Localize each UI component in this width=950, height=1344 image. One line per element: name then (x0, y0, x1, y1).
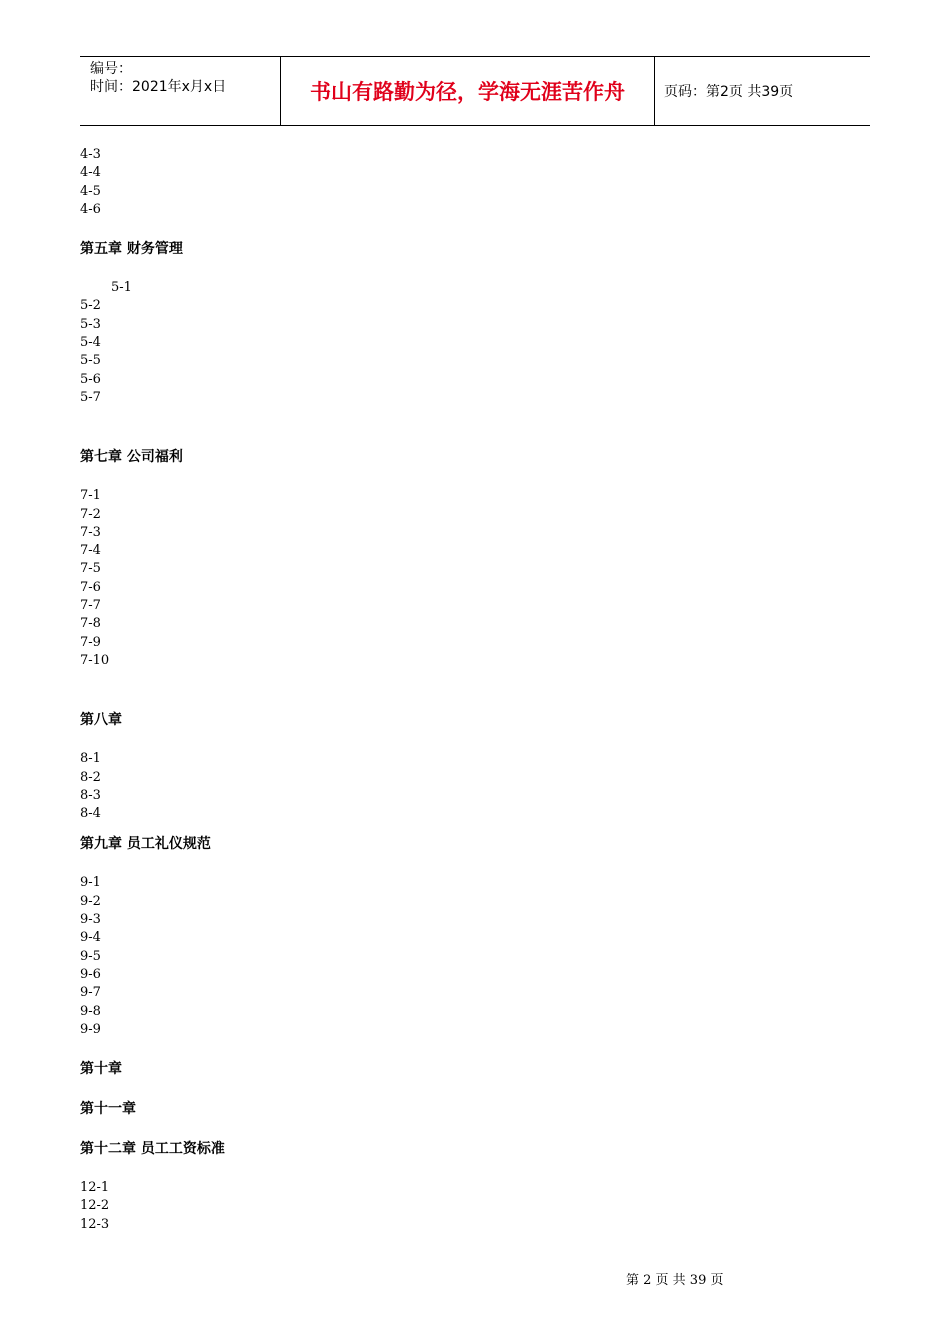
list-item: 7-10 (80, 652, 110, 668)
chapter7-list (80, 487, 870, 670)
list-item: 7-2 (80, 506, 101, 522)
list-item: 8-2 (80, 769, 101, 785)
list-item: 4-3 (80, 147, 101, 162)
list-item: 5-1 (111, 280, 132, 296)
list-item: 7-4 (80, 543, 101, 559)
list-item: 9-3 (80, 912, 101, 928)
list-item: 8-3 (80, 787, 101, 803)
list-item: 8-4 (80, 806, 101, 822)
list-item: 4-5 (80, 183, 101, 199)
list-item: 4-4 (80, 165, 101, 181)
chapter-heading: 第八章 (80, 712, 122, 729)
list-item: 9-4 (80, 930, 101, 946)
list-item: 12-3 (80, 1216, 110, 1232)
chapter4-list (80, 146, 870, 219)
list-item: 5-2 (80, 298, 101, 314)
header-meta (80, 57, 281, 125)
chapter-heading: 第七章 公司福利 (80, 449, 183, 466)
document-number-label: 编号： (90, 61, 132, 77)
chapter8-list (80, 750, 870, 823)
list-item: 4-6 (80, 201, 101, 217)
chapter-heading: 第十二章 员工工资标准 (80, 1141, 225, 1158)
list-item: 5-3 (80, 316, 101, 332)
page-footer: 第 2 页 共 39 页 (626, 1273, 724, 1288)
list-item: 9-1 (80, 875, 101, 891)
list-item: 5-4 (80, 335, 101, 351)
header-page-info: 页码：第2页 共39页 (664, 84, 794, 100)
list-item: 7-1 (80, 488, 101, 504)
list-item: 7-7 (80, 598, 101, 614)
list-item: 7-3 (80, 524, 101, 540)
page-header (80, 56, 870, 126)
list-item: 9-7 (80, 985, 101, 1001)
list-item: 8-1 (80, 751, 101, 767)
list-item: 12-1 (80, 1180, 110, 1196)
list-item: 9-6 (80, 966, 101, 982)
document-body (80, 146, 870, 1234)
list-item: 12-2 (80, 1198, 110, 1214)
chapter-heading: 第十章 (80, 1061, 122, 1078)
document-time-label: 时间：2021年x月x日 (90, 79, 227, 95)
list-item: 5-7 (80, 389, 101, 405)
chapter-heading: 第十一章 (80, 1101, 136, 1118)
chapter-heading: 第五章 财务管理 (80, 241, 183, 258)
chapter12-list (80, 1179, 870, 1234)
list-item: 9-8 (80, 1003, 101, 1019)
list-item: 7-8 (80, 616, 101, 632)
list-item: 7-6 (80, 579, 101, 595)
list-item: 5-6 (80, 371, 101, 387)
list-item: 7-9 (80, 634, 101, 650)
list-item: 9-9 (80, 1021, 101, 1037)
list-item: 5-5 (80, 353, 101, 369)
header-motto: 书山有路勤为径，学海无涯苦作舟 (281, 57, 655, 125)
list-item: 9-5 (80, 948, 101, 964)
chapter-heading: 第九章 员工礼仪规范 (80, 836, 211, 853)
list-item: 7-5 (80, 561, 101, 577)
chapter9-list (80, 874, 870, 1039)
chapter5-list (80, 279, 870, 407)
list-item: 9-2 (80, 893, 101, 909)
